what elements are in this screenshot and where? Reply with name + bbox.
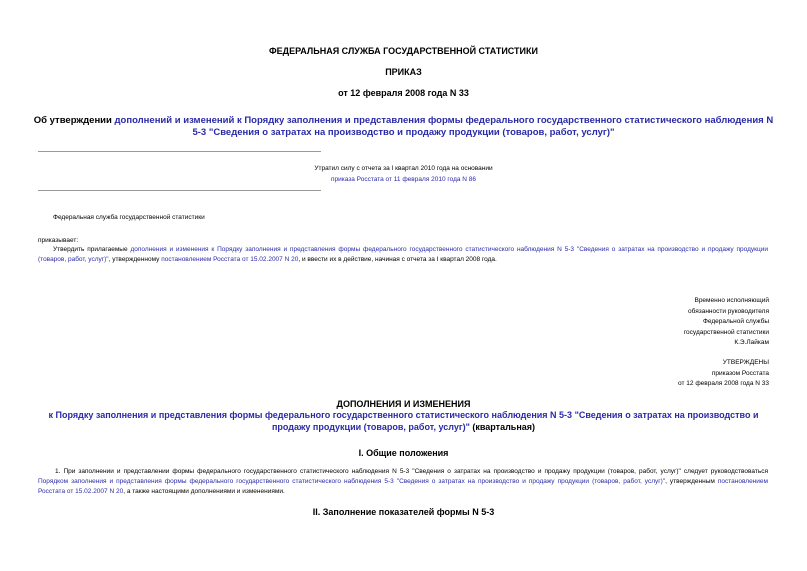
order-text-end: , и ввести их в действие, начиная с отчета за I квартал 2008 года. [298,256,497,263]
doc-title-link[interactable]: дополнений и изменений к Порядку заполнения и представления формы федерального государственного статистического наблюдения N 5-3 "Сведения о затратах на производство и продажу продукции (товаров, работ, услуг)" [114,115,774,138]
order-text-start: Утвердить прилагаемые [53,246,131,253]
signature-block [684,296,769,349]
orders-word: приказывает: [38,237,79,244]
doc-title-prefix: Об утверждении [33,115,115,126]
order-text-mid: , утвержденному [108,256,162,263]
section-heading-indicators: II. Заполнение показателей формы N 5-3 [312,507,495,517]
status-note-link[interactable]: приказа Росстата от 11 февраля 2010 года N 86 [330,176,477,183]
section1-paragraph [38,467,768,497]
doc-type: ПРИКАЗ [385,67,422,77]
appendix-subtitle-link[interactable]: Порядку заполнения и представления формы федерального государственного статистического наблюдения N 5-3 "Сведения о затратах на производство и продажу продукции (товаров, работ, услуг)" [55,410,759,432]
issuing-organization: Федеральная служба государственной статистики [53,214,205,221]
section1-link-procedure[interactable]: Порядком заполнения и представления формы федерального государственного статистического наблюдения 5-3 "Сведения о затратах на производство и продажу продукции (товаров, работ, услуг)" [38,478,666,485]
approval-line: от 12 февраля 2008 года N 33 [678,380,769,387]
section1-text-end: , а также настоящими дополнениями и изменениями. [123,488,285,495]
status-note-text: Утратил силу с отчета за I квартал 2010 года на основании [314,165,493,172]
agency-name: ФЕДЕРАЛЬНАЯ СЛУЖБА ГОСУДАРСТВЕННОЙ СТАТИСТИКИ [269,46,538,56]
doc-date-number: от 12 февраля 2008 года N 33 [338,88,469,98]
appendix-subtitle-prefix: к [48,410,56,420]
divider-top [38,151,321,152]
appendix-subtitle [40,410,767,433]
doc-title [30,115,777,139]
appendix-subtitle-suffix: (квартальная) [469,421,536,432]
appendix-title: ДОПОЛНЕНИЯ И ИЗМЕНЕНИЯ [336,399,471,409]
divider-bottom [38,190,321,191]
section-heading-general: I. Общие положения [358,448,449,458]
approval-line: приказом Росстата [711,369,769,377]
signature-line: обязанности руководителя [688,307,769,315]
order-link-additions[interactable]: дополнения и изменения к Порядку заполнения и представления формы федерального государственного статистического наблюдения N 5-3 "Сведения о затратах на производство и продажу продукции (товаров, работ, услуг)" [38,246,768,263]
section1-text-mid: , утвержденным [665,478,718,485]
approval-line: УТВЕРЖДЕНЫ [722,359,769,366]
approval-block [678,358,769,390]
signatory-name: К.Э.Лайкам [734,339,769,346]
order-link-resolution[interactable]: постановлением Росстата от 15.02.2007 N 20 [161,256,299,263]
signature-line: Временно исполняющий [694,297,769,304]
signature-line: государственной статистики [683,328,769,336]
section1-text-start: 1. При заполнении и представлении формы федерального государственного статистического наблюдения N 5-3 "Сведения о затратах на производство и продажу продукции (товаров, работ, услуг)" следует руководствоваться [55,468,768,475]
signature-line: Федеральной службы [702,318,769,325]
section1-link-resolution[interactable]: постановлением Росстата от 15.02.2007 N 20 [38,478,768,495]
status-note [250,163,557,185]
order-paragraph [38,245,768,265]
